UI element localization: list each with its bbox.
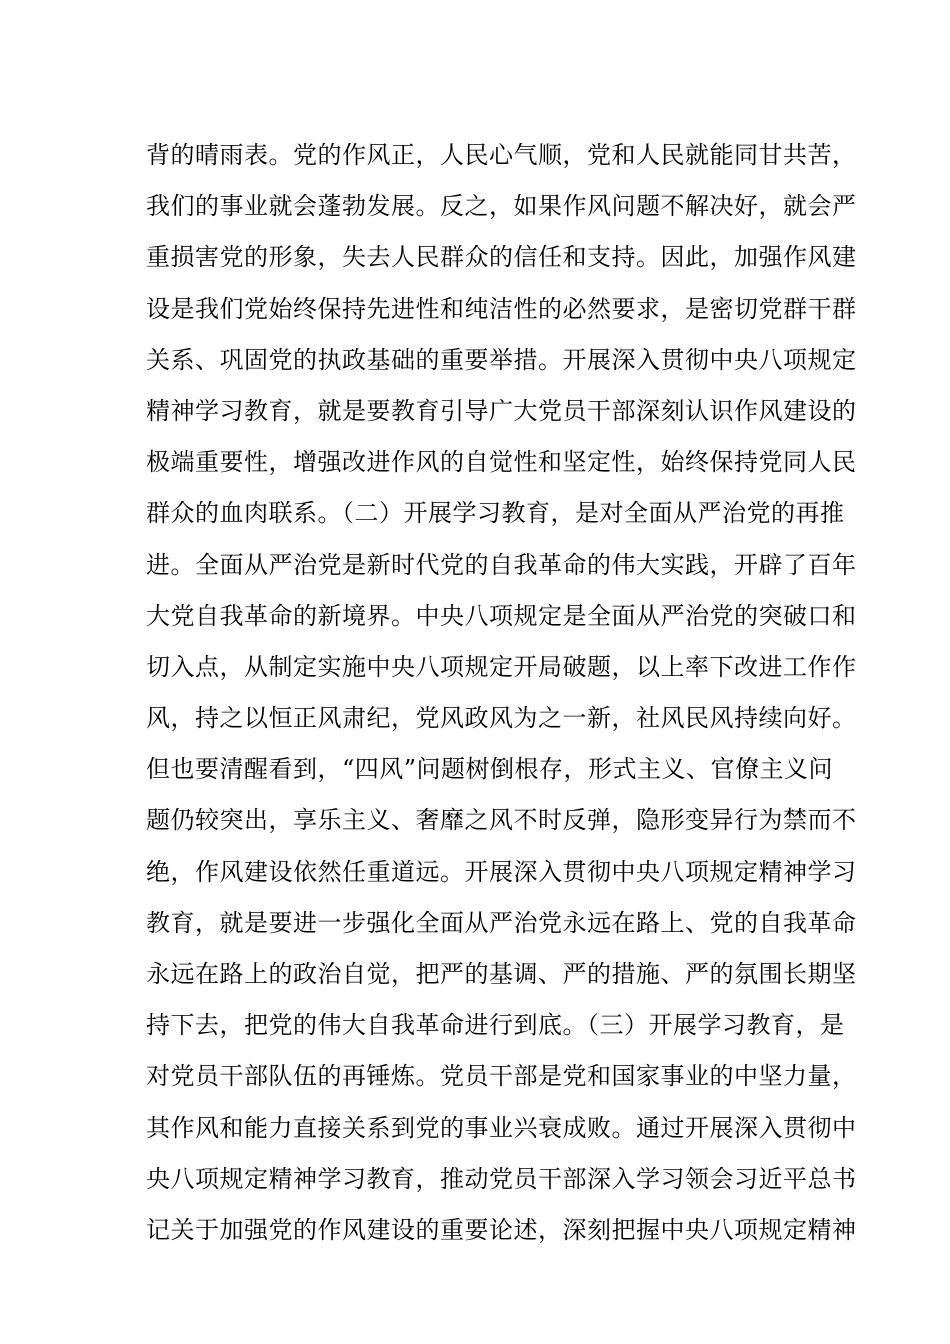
text-line: 风，持之以恒正风肃纪，党风政风为之一新，社风民风持续向好。: [146, 704, 857, 733]
text-line: 但也要清醒看到，“四风”问题树倒根存，形式主义、官僚主义问: [146, 755, 834, 784]
text-line: 对党员干部队伍的再锤炼。党员干部是党和国家事业的中坚力量，: [146, 1062, 857, 1091]
text-line: 持下去，把党的伟大自我革命进行到底。（三）开展学习教育，是: [146, 1011, 845, 1040]
text-line: 我们的事业就会蓬勃发展。反之，如果作风问题不解决好，就会严: [146, 192, 857, 221]
text-line: 精神学习教育，就是要教育引导广大党员干部深刻认识作风建设的: [146, 396, 857, 425]
text-line: 关系、巩固党的执政基础的重要举措。开展深入贯彻中央八项规定: [146, 345, 857, 374]
text-line: 央八项规定精神学习教育，推动党员干部深入学习领会习近平总书: [146, 1164, 857, 1193]
text-line: 极端重要性，增强改进作风的自觉性和坚定性，始终保持党同人民: [146, 448, 857, 477]
text-line: 设是我们党始终保持先进性和纯洁性的必然要求，是密切党群干群: [146, 294, 857, 323]
text-line: 进。全面从严治党是新时代党的自我革命的伟大实践，开辟了百年: [146, 550, 857, 579]
text-line: 群众的血肉联系。（二）开展学习教育，是对全面从严治党的再推: [146, 499, 845, 528]
text-line: 永远在路上的政治自觉，把严的基调、严的措施、严的氛围长期坚: [146, 960, 857, 988]
text-line: 切入点，从制定实施中央八项规定开局破题，以上率下改进工作作: [146, 652, 857, 681]
text-line: 背的晴雨表。党的作风正，人民心气顺，党和人民就能同甘共苦，: [146, 141, 857, 169]
text-line: 其作风和能力直接关系到党的事业兴衰成败。通过开展深入贯彻中: [146, 1113, 857, 1142]
text-line: 记关于加强党的作风建设的重要论述，深刻把握中央八项规定精神: [146, 1215, 857, 1244]
text-line: 题仍较突出，享乐主义、奢靡之风不时反弹，隐形变异行为禁而不: [146, 806, 857, 835]
text-line: 大党自我革命的新境界。中央八项规定是全面从严治党的突破口和: [146, 601, 857, 630]
text-line: 绝，作风建设依然任重道远。开展深入贯彻中央八项规定精神学习: [146, 857, 857, 886]
body-text: [146, 130, 857, 1256]
text-line: 教育，就是要进一步强化全面从严治党永远在路上、党的自我革命: [146, 908, 857, 937]
text-line: 重损害党的形象，失去人民群众的信任和支持。因此，加强作风建: [146, 243, 857, 272]
